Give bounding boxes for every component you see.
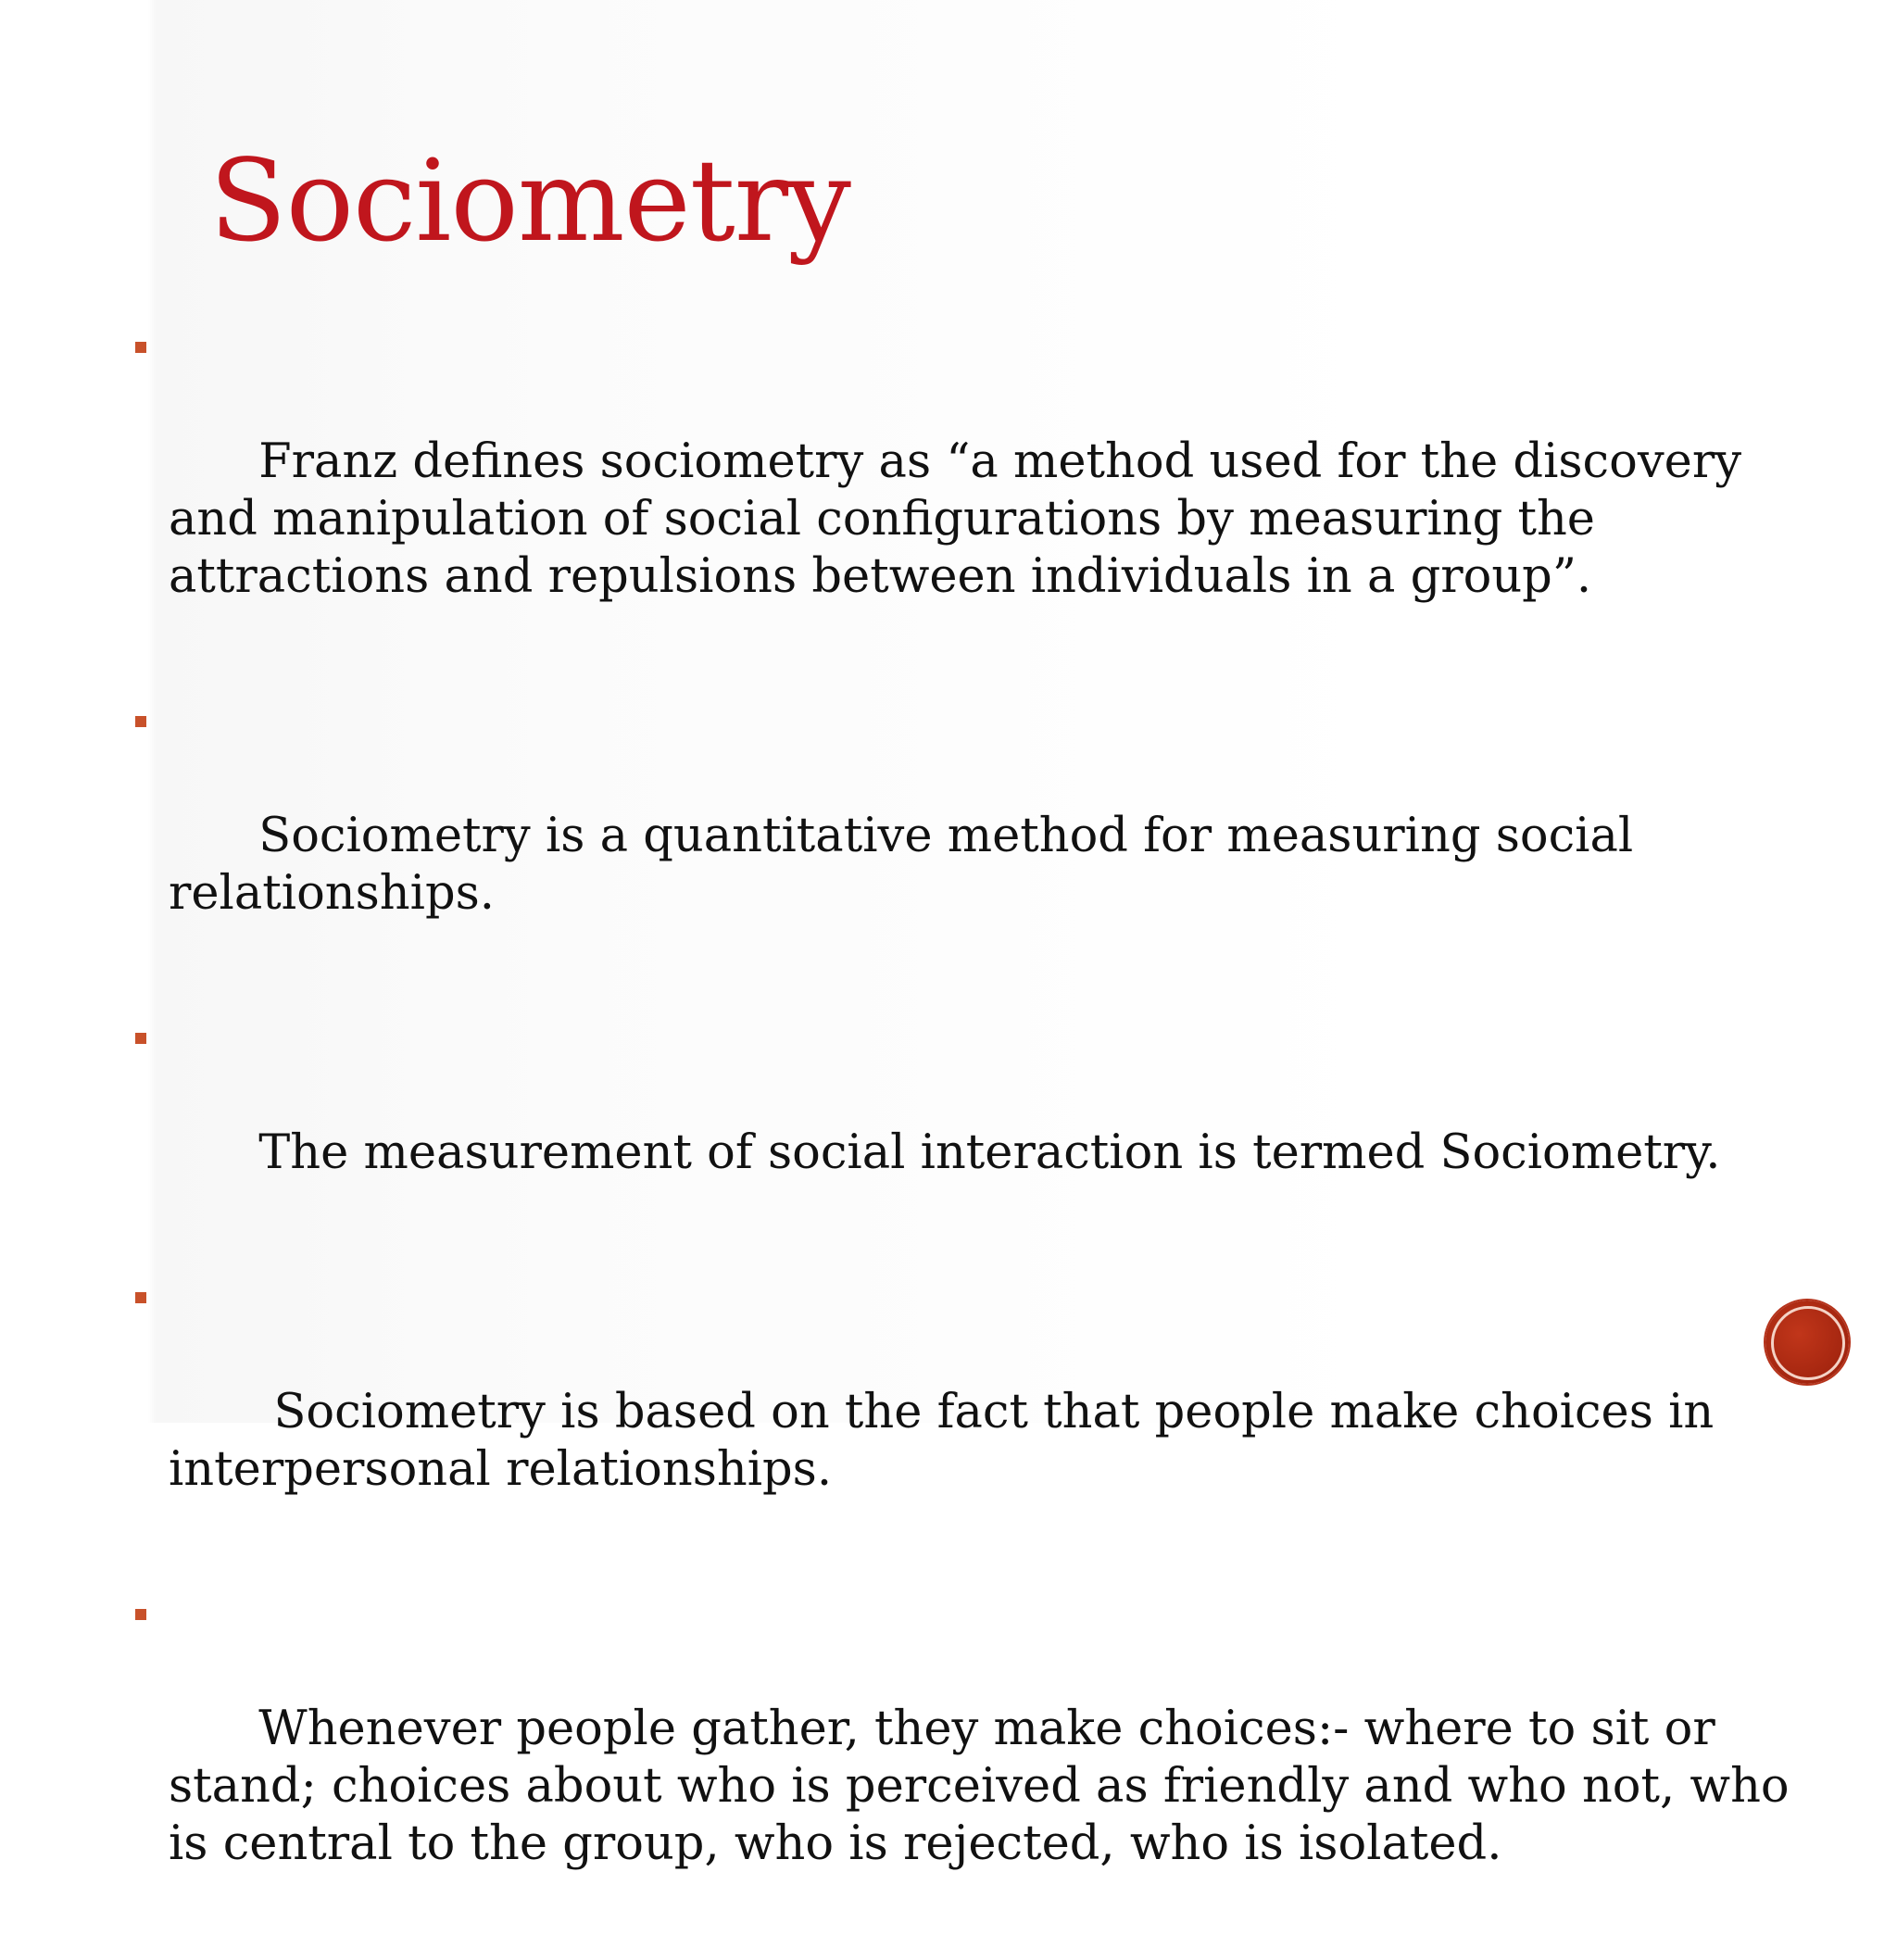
bullet-list bbox=[130, 319, 1834, 1960]
bullet-text: Franz defines sociometry as “a method used for the discovery and manipulation of social configurations by measuring the attractions and repulsions between individuals in a group”. bbox=[169, 434, 1757, 604]
bullet-text: Sociometry is a quantitative method for measuring social relationships. bbox=[169, 809, 1649, 921]
bullet-item bbox=[130, 1010, 1834, 1239]
slide-title: Sociometry bbox=[209, 135, 850, 267]
bullet-item bbox=[130, 1586, 1834, 1930]
square-bullet-icon bbox=[135, 1292, 146, 1303]
bullet-text: The measurement of social interaction is termed Sociometry. bbox=[258, 1125, 1721, 1180]
bullet-text: Sociometry is based on the fact that people make choices in interpersonal relationships. bbox=[169, 1385, 1729, 1497]
bullet-item bbox=[130, 1269, 1834, 1556]
badge-ring bbox=[1771, 1306, 1845, 1380]
bullet-text: Whenever people gather, they make choices:- where to sit or stand; choices about who is perceived as friendly and who not, who is central to the group, who is rejected, who is isolated. bbox=[169, 1702, 1804, 1871]
square-bullet-icon bbox=[135, 1033, 146, 1044]
bullet-item bbox=[130, 693, 1834, 980]
bullet-item bbox=[130, 319, 1834, 663]
slide-badge-circle-icon bbox=[1765, 1300, 1849, 1384]
square-bullet-icon bbox=[135, 342, 146, 353]
square-bullet-icon bbox=[135, 1609, 146, 1620]
square-bullet-icon bbox=[135, 716, 146, 727]
